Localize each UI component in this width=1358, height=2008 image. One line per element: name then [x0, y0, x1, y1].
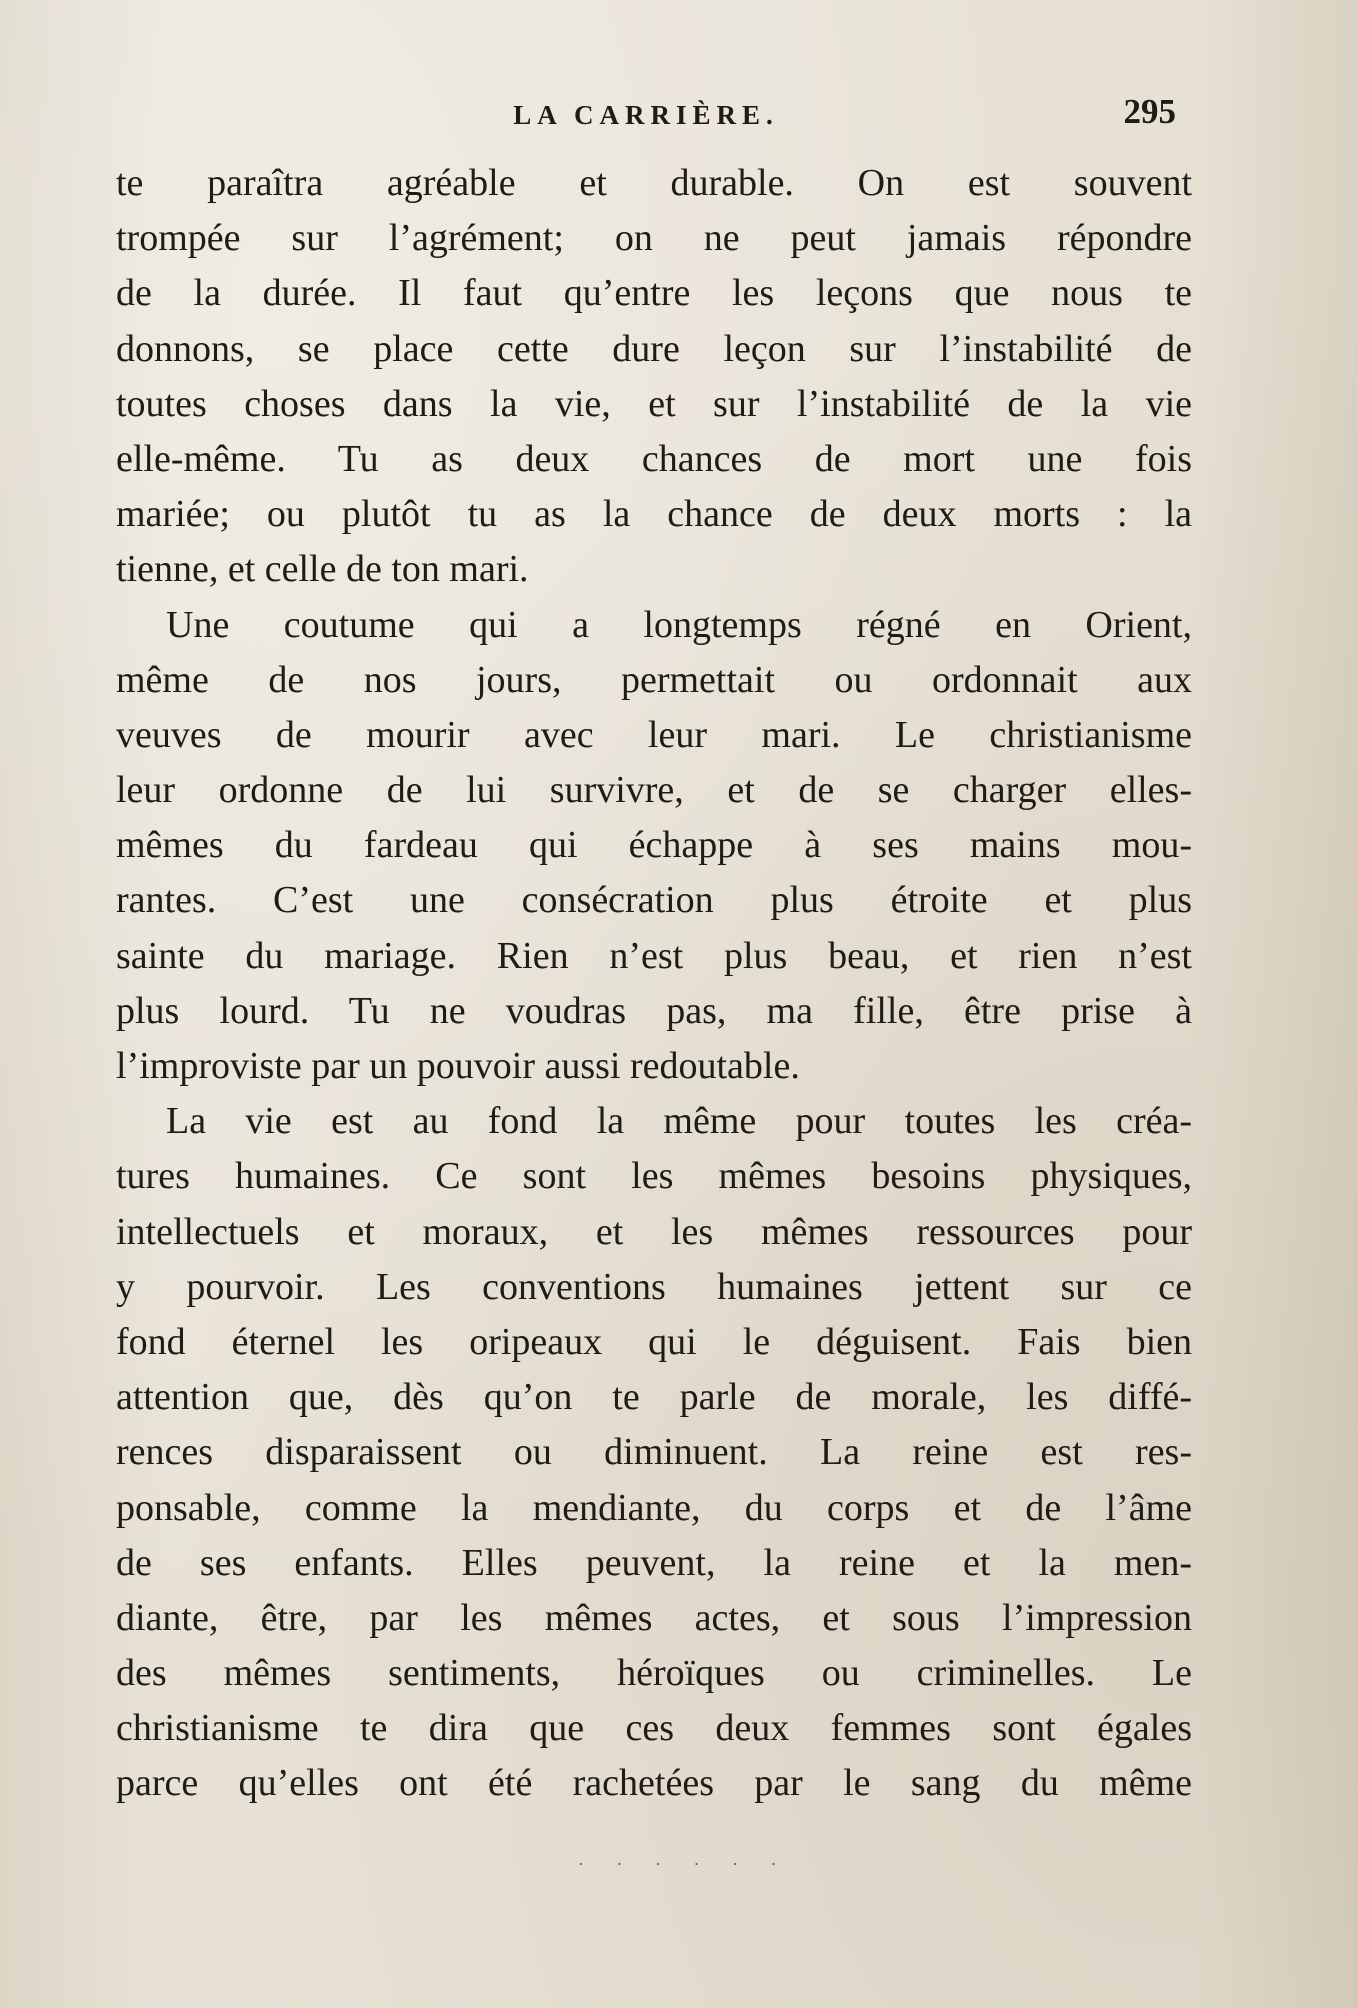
text-line-paragraph-start: La vie est au fond la même pour toutes les créa- — [166, 1100, 1192, 1143]
text-line: intellectuels et moraux, et les mêmes ressources pour — [116, 1210, 1192, 1253]
text-line: des mêmes sentiments, héroïques ou criminelles. Le — [116, 1652, 1192, 1695]
text-line-paragraph-end: l’improviste par un pouvoir aussi redoutable. — [116, 1045, 800, 1087]
text-line: de ses enfants. Elles peuvent, la reine et la men- — [116, 1541, 1192, 1584]
text-line: fond éternel les oripeaux qui le déguisent. Fais bien — [116, 1320, 1192, 1363]
text-line: plus lourd. Tu ne voudras pas, ma fille, être prise à — [116, 989, 1192, 1032]
page-number: 295 — [1123, 92, 1176, 131]
text-line: diante, être, par les mêmes actes, et sous l’impression — [116, 1596, 1192, 1639]
text-line: elle-même. Tu as deux chances de mort une fois — [116, 437, 1192, 480]
body-text — [116, 156, 1192, 1812]
text-line: parce qu’elles ont été rachetées par le sang du même — [116, 1762, 1192, 1805]
text-line: même de nos jours, permettait ou ordonnait aux — [116, 658, 1192, 701]
text-line: mêmes du fardeau qui échappe à ses mains mou- — [116, 824, 1192, 867]
printer-dots: · · · · · · — [578, 1854, 791, 1874]
running-title: LA CARRIÈRE. — [513, 100, 779, 130]
text-line: donnons, se place cette dure leçon sur l’instabilité de — [116, 327, 1192, 370]
text-line: christianisme te dira que ces deux femmes sont égales — [116, 1707, 1192, 1750]
text-line: y pourvoir. Les conventions humaines jettent sur ce — [116, 1265, 1192, 1308]
text-line-paragraph-end: tienne, et celle de ton mari. — [116, 548, 529, 591]
text-line: ponsable, comme la mendiante, du corps et de l’âme — [116, 1486, 1192, 1529]
text-line: mariée; ou plutôt tu as la chance de deux morts : la — [116, 493, 1192, 536]
text-line: leur ordonne de lui survivre, et de se charger elles- — [116, 769, 1192, 812]
text-line: rantes. C’est une consécration plus étroite et plus — [116, 879, 1192, 922]
text-line: trompée sur l’agrément; on ne peut jamais répondre — [116, 217, 1192, 260]
text-line: te paraîtra agréable et durable. On est souvent — [116, 162, 1192, 204]
text-line: toutes choses dans la vie, et sur l’instabilité de la vie — [116, 382, 1192, 425]
text-line: sainte du mariage. Rien n’est plus beau, et rien n’est — [116, 934, 1192, 977]
text-line: rences disparaissent ou diminuent. La reine est res- — [116, 1431, 1192, 1474]
text-line: tures humaines. Ce sont les mêmes besoins physiques, — [116, 1155, 1192, 1198]
running-head — [116, 92, 1176, 136]
text-line: veuves de mourir avec leur mari. Le christianisme — [116, 713, 1192, 756]
text-line: attention que, dès qu’on te parle de morale, les diffé- — [116, 1376, 1192, 1419]
text-line-paragraph-start: Une coutume qui a longtemps régné en Orient, — [166, 603, 1192, 646]
text-line: de la durée. Il faut qu’entre les leçons que nous te — [116, 272, 1192, 315]
